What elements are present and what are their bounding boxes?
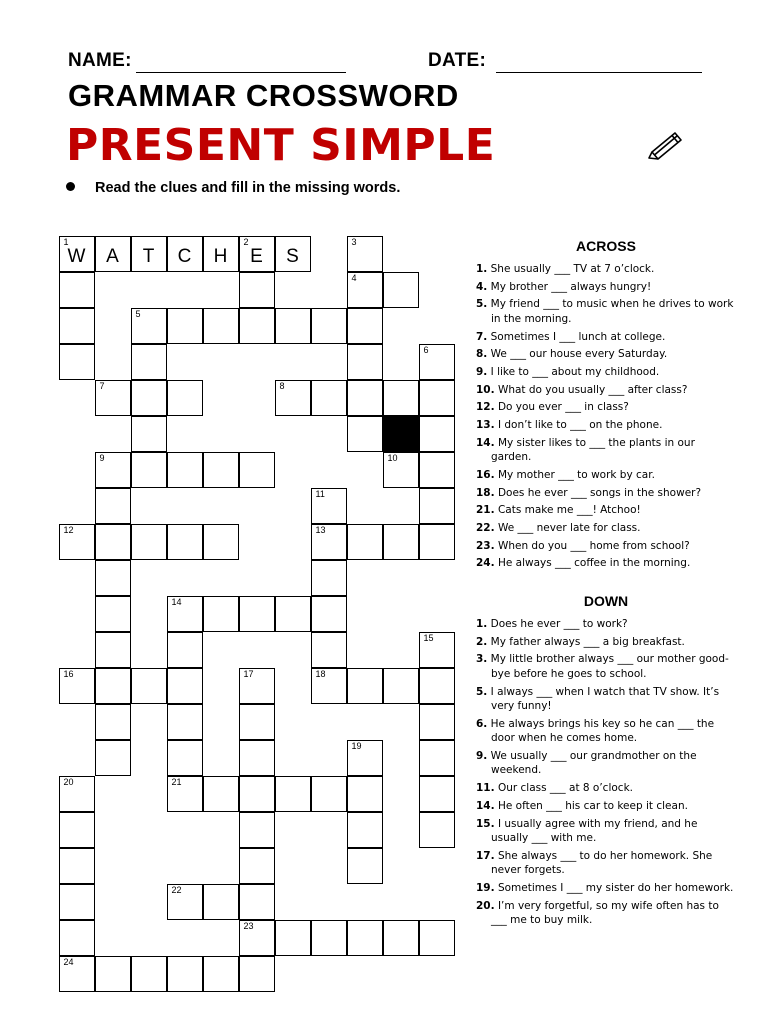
- grid-cell[interactable]: [347, 344, 383, 380]
- clue-number: 19.: [476, 881, 495, 894]
- cell-letter: H: [213, 245, 228, 267]
- clue-number: 20: [63, 776, 74, 787]
- instruction-text: Read the clues and fill in the missing words.: [95, 180, 401, 196]
- clue-number: 13.: [476, 419, 495, 431]
- grid-cell[interactable]: [347, 380, 383, 416]
- clue-text: I don’t like to ___ on the phone.: [494, 419, 663, 431]
- across-clue: [476, 503, 736, 518]
- grid-cell[interactable]: [239, 236, 275, 272]
- grid-cell[interactable]: [59, 308, 95, 344]
- clue-number: 24.: [476, 557, 495, 570]
- clue-text: I usually agree with my friend, and he usually ___ with me.: [491, 817, 698, 844]
- grid-cell[interactable]: [167, 452, 203, 488]
- grid-cell[interactable]: [311, 524, 347, 560]
- down-clue: [476, 749, 736, 778]
- cell-letter: W: [67, 245, 86, 267]
- clue-number: 5: [135, 308, 141, 319]
- grid-cell[interactable]: [131, 452, 167, 488]
- grid-cell[interactable]: [95, 632, 131, 668]
- grid-cell[interactable]: [131, 344, 167, 380]
- grid-cell[interactable]: [275, 776, 311, 812]
- cell-letter: T: [142, 245, 155, 267]
- cell-letter: E: [250, 245, 263, 267]
- grid-cell[interactable]: [131, 416, 167, 452]
- clue-number: 4: [351, 272, 357, 283]
- clue-number: 12.: [476, 401, 495, 414]
- grid-cell[interactable]: [59, 236, 95, 272]
- grid-cell[interactable]: [383, 524, 419, 560]
- clue-text: I like to ___ about my childhood.: [487, 365, 660, 378]
- clue-number: 1: [63, 236, 69, 247]
- grid-cell[interactable]: [383, 380, 419, 416]
- down-clue: [476, 652, 736, 681]
- grid-cell[interactable]: [59, 776, 95, 812]
- grid-cell[interactable]: [95, 704, 131, 740]
- grid-cell[interactable]: [59, 524, 95, 560]
- grid-cell[interactable]: [167, 524, 203, 560]
- grid-cell[interactable]: [419, 452, 455, 488]
- grid-cell[interactable]: [167, 380, 203, 416]
- clue-text: Does he ever ___ to work?: [487, 618, 628, 630]
- name-label: NAME:: [68, 50, 132, 71]
- clue-number: 14.: [476, 799, 495, 812]
- clue-text: Cats make me ___! Atchoo!: [494, 504, 641, 517]
- clue-number: 2.: [476, 635, 488, 648]
- clue-text: She usually ___ TV at 7 o’clock.: [487, 263, 655, 275]
- grid-cell[interactable]: [347, 272, 383, 308]
- grid-cell[interactable]: [239, 704, 275, 740]
- grid-cell[interactable]: [419, 776, 455, 812]
- clue-text: We ___ never late for class.: [494, 521, 641, 534]
- clue-number: 7: [99, 380, 105, 391]
- grid-cell[interactable]: [347, 308, 383, 344]
- clue-text: When do you ___ home from school?: [494, 539, 690, 552]
- grid-cell[interactable]: [239, 452, 275, 488]
- grid-cell[interactable]: [203, 524, 239, 560]
- clue-number: 9.: [476, 365, 488, 378]
- grid-cell[interactable]: [95, 560, 131, 596]
- clue-text: Does he ever ___ songs in the shower?: [494, 486, 702, 499]
- grid-cell[interactable]: [239, 812, 275, 848]
- grid-cell[interactable]: [311, 632, 347, 668]
- across-clue: [476, 297, 736, 326]
- grid-cell[interactable]: [275, 380, 311, 416]
- grid-cell[interactable]: [59, 812, 95, 848]
- grid-cell[interactable]: [203, 236, 239, 272]
- grid-cell[interactable]: [59, 668, 95, 704]
- clue-number: 8: [279, 380, 285, 391]
- across-clue: [476, 280, 736, 295]
- grid-cell[interactable]: [59, 848, 95, 884]
- clue-number: 13: [315, 524, 326, 535]
- grid-cell[interactable]: [167, 776, 203, 812]
- cell-letter: A: [106, 245, 119, 267]
- grid-cell[interactable]: [311, 380, 347, 416]
- down-clue: [476, 635, 736, 650]
- grid-cell[interactable]: [311, 776, 347, 812]
- grid-cell[interactable]: [347, 740, 383, 776]
- down-clue: [476, 781, 736, 796]
- clue-number: 10.: [476, 383, 495, 396]
- grid-cell[interactable]: [95, 740, 131, 776]
- grid-cell[interactable]: [419, 416, 455, 452]
- down-clue-list: [476, 617, 736, 928]
- grid-cell[interactable]: [311, 560, 347, 596]
- clue-number: 14: [171, 596, 182, 607]
- blocked-cell: [383, 416, 419, 452]
- clue-number: 23: [243, 920, 254, 931]
- grid-cell[interactable]: [95, 488, 131, 524]
- clue-number: 9.: [476, 749, 488, 762]
- clue-text: What do you usually ___ after class?: [494, 383, 688, 396]
- clue-text: She always ___ to do her homework. She never forgets.: [491, 849, 713, 877]
- clue-number: 16.: [476, 468, 495, 481]
- clue-text: We usually ___ our grandmother on the weekend.: [487, 749, 697, 777]
- grid-cell[interactable]: [419, 740, 455, 776]
- clue-number: 23.: [476, 539, 495, 552]
- grid-cell[interactable]: [59, 956, 95, 992]
- grid-cell[interactable]: [203, 776, 239, 812]
- grid-cell[interactable]: [239, 920, 275, 956]
- grid-cell[interactable]: [383, 452, 419, 488]
- grid-cell[interactable]: [167, 308, 203, 344]
- grid-cell[interactable]: [275, 308, 311, 344]
- clue-number: 4.: [476, 280, 488, 293]
- grid-cell[interactable]: [347, 524, 383, 560]
- grid-cell[interactable]: [95, 380, 131, 416]
- down-clue: [476, 685, 736, 714]
- grid-cell[interactable]: [239, 596, 275, 632]
- clue-number: 11.: [476, 782, 495, 795]
- down-clue: [476, 799, 736, 814]
- grid-cell[interactable]: [239, 884, 275, 920]
- across-clue: [476, 539, 736, 554]
- across-clue: [476, 383, 736, 398]
- grid-cell[interactable]: [95, 668, 131, 704]
- across-clue: [476, 418, 736, 433]
- clue-number: 9: [99, 452, 105, 463]
- grid-cell[interactable]: [419, 344, 455, 380]
- grid-cell[interactable]: [203, 884, 239, 920]
- clue-text: He always brings his key so he can ___ the door when he comes home.: [487, 717, 715, 745]
- grid-cell[interactable]: [59, 344, 95, 380]
- across-clue: [476, 330, 736, 345]
- clue-text: Sometimes I ___ lunch at college.: [487, 330, 666, 343]
- clue-number: 8.: [476, 348, 488, 361]
- grid-cell[interactable]: [347, 776, 383, 812]
- grid-cell[interactable]: [239, 956, 275, 992]
- clue-number: 6.: [476, 717, 488, 730]
- clue-number: 2: [243, 236, 249, 247]
- grid-cell[interactable]: [167, 236, 203, 272]
- grid-cell[interactable]: [347, 236, 383, 272]
- clue-number: 21: [171, 776, 182, 787]
- clue-number: 15: [423, 632, 434, 643]
- grid-cell[interactable]: [419, 668, 455, 704]
- grid-cell[interactable]: [311, 920, 347, 956]
- down-clue: [476, 717, 736, 746]
- cell-letter: S: [286, 245, 299, 267]
- grid-cell[interactable]: [311, 308, 347, 344]
- clue-number: 21.: [476, 504, 495, 517]
- clue-number: 5.: [476, 685, 488, 698]
- page-title: GRAMMAR CROSSWORD: [68, 78, 459, 113]
- grid-cell[interactable]: [239, 308, 275, 344]
- cell-letter: C: [177, 245, 192, 267]
- grid-cell[interactable]: [203, 452, 239, 488]
- down-clue: [476, 881, 736, 896]
- clue-number: 5.: [476, 298, 488, 311]
- down-clue: [476, 817, 736, 846]
- clue-text: We ___ our house every Saturday.: [487, 348, 668, 361]
- grid-cell[interactable]: [95, 524, 131, 560]
- grid-cell[interactable]: [347, 848, 383, 884]
- down-heading: DOWN: [583, 593, 629, 609]
- grid-cell[interactable]: [131, 236, 167, 272]
- clue-number: 15.: [476, 817, 495, 830]
- clue-text: My sister likes to ___ the plants in our garden.: [491, 436, 695, 464]
- across-clue: [476, 347, 736, 362]
- across-clue: [476, 486, 736, 501]
- grid-cell[interactable]: [131, 524, 167, 560]
- across-clue: [476, 436, 736, 465]
- grid-cell[interactable]: [131, 308, 167, 344]
- clue-number: 7.: [476, 330, 488, 343]
- grid-cell[interactable]: [347, 812, 383, 848]
- grid-cell[interactable]: [347, 416, 383, 452]
- clue-number: 16: [63, 668, 74, 679]
- grid-cell[interactable]: [167, 704, 203, 740]
- clue-number: 24: [63, 956, 74, 967]
- grid-cell[interactable]: [239, 272, 275, 308]
- across-clue: [476, 365, 736, 380]
- grid-cell[interactable]: [203, 956, 239, 992]
- grid-cell[interactable]: [275, 236, 311, 272]
- clue-number: 17: [243, 668, 254, 679]
- across-clue: [476, 468, 736, 483]
- grid-cell[interactable]: [131, 668, 167, 704]
- grid-cell[interactable]: [131, 380, 167, 416]
- clue-number: 18: [315, 668, 326, 679]
- grid-cell[interactable]: [311, 596, 347, 632]
- across-clue: [476, 262, 736, 277]
- clue-text: Sometimes I ___ my sister do her homework.: [494, 881, 734, 894]
- grid-cell[interactable]: [419, 632, 455, 668]
- clue-number: 20.: [476, 899, 495, 912]
- grid-cell[interactable]: [347, 920, 383, 956]
- grid-cell[interactable]: [239, 740, 275, 776]
- grid-cell[interactable]: [131, 956, 167, 992]
- grid-cell[interactable]: [167, 740, 203, 776]
- across-clue: [476, 400, 736, 415]
- grid-cell[interactable]: [239, 848, 275, 884]
- clue-number: 14.: [476, 436, 495, 449]
- grid-cell[interactable]: [59, 920, 95, 956]
- grid-cell[interactable]: [167, 884, 203, 920]
- grid-cell[interactable]: [275, 596, 311, 632]
- grid-cell[interactable]: [95, 596, 131, 632]
- grid-cell[interactable]: [419, 812, 455, 848]
- clue-number: 1.: [476, 618, 488, 630]
- clue-number: 17.: [476, 849, 495, 862]
- clue-text: I’m very forgetful, so my wife often has to ___ me to buy milk.: [491, 899, 719, 927]
- grid-cell[interactable]: [383, 668, 419, 704]
- grid-cell[interactable]: [59, 884, 95, 920]
- clue-number: 3.: [476, 653, 488, 666]
- clue-text: He often ___ his car to keep it clean.: [494, 799, 688, 812]
- grid-cell[interactable]: [167, 596, 203, 632]
- grid-cell[interactable]: [239, 776, 275, 812]
- grid-cell[interactable]: [311, 488, 347, 524]
- grid-cell[interactable]: [419, 524, 455, 560]
- grid-cell[interactable]: [167, 956, 203, 992]
- clue-number: 18.: [476, 486, 495, 499]
- clue-text: I always ___ when I watch that TV show. It’s very funny!: [487, 685, 720, 713]
- across-heading: ACROSS: [576, 238, 636, 254]
- clue-number: 11: [315, 488, 325, 499]
- clue-number: 22: [171, 884, 182, 895]
- grid-cell[interactable]: [419, 380, 455, 416]
- clue-text: My little brother always ___ our mother good-bye before he goes to school.: [487, 653, 729, 680]
- clue-number: 22.: [476, 521, 495, 534]
- grid-cell[interactable]: [167, 668, 203, 704]
- clue-text: My friend ___ to music when he drives to work in the morning.: [487, 298, 734, 325]
- grid-cell[interactable]: [419, 920, 455, 956]
- clue-number: 12: [63, 524, 74, 535]
- across-clues: [476, 238, 736, 574]
- page-subtitle: PRESENT SIMPLE: [66, 120, 496, 171]
- grid-cell[interactable]: [419, 488, 455, 524]
- grid-cell[interactable]: [311, 668, 347, 704]
- across-clue: [476, 556, 736, 571]
- clue-number: 1.: [476, 263, 488, 275]
- clue-text: Do you ever ___ in class?: [494, 401, 629, 414]
- grid-cell[interactable]: [95, 452, 131, 488]
- grid-cell[interactable]: [419, 704, 455, 740]
- clue-text: Our class ___ at 8 o’clock.: [494, 782, 633, 795]
- across-clue-list: [476, 262, 736, 571]
- grid-cell[interactable]: [347, 668, 383, 704]
- down-clue: [476, 899, 736, 928]
- grid-cell[interactable]: [239, 668, 275, 704]
- grid-cell[interactable]: [203, 596, 239, 632]
- grid-cell[interactable]: [167, 632, 203, 668]
- clue-number: 10: [387, 452, 398, 463]
- grid-cell[interactable]: [59, 272, 95, 308]
- down-clue: [476, 849, 736, 878]
- clue-text: He always ___ coffee in the morning.: [494, 557, 691, 570]
- date-label: DATE:: [428, 50, 487, 71]
- clue-number: 19: [351, 740, 362, 751]
- clue-text: My brother ___ always hungry!: [487, 280, 652, 293]
- clue-number: 3: [351, 236, 357, 247]
- grid-cell[interactable]: [383, 272, 419, 308]
- down-clues: [476, 593, 736, 931]
- grid-cell[interactable]: [275, 920, 311, 956]
- grid-cell[interactable]: [203, 308, 239, 344]
- clue-text: My mother ___ to work by car.: [494, 468, 655, 481]
- grid-cell[interactable]: [95, 956, 131, 992]
- grid-cell[interactable]: [383, 920, 419, 956]
- clue-number: 6: [423, 344, 429, 355]
- grid-cell[interactable]: [95, 236, 131, 272]
- across-clue: [476, 521, 736, 536]
- clue-text: My father always ___ a big breakfast.: [487, 635, 685, 648]
- down-clue: [476, 617, 736, 632]
